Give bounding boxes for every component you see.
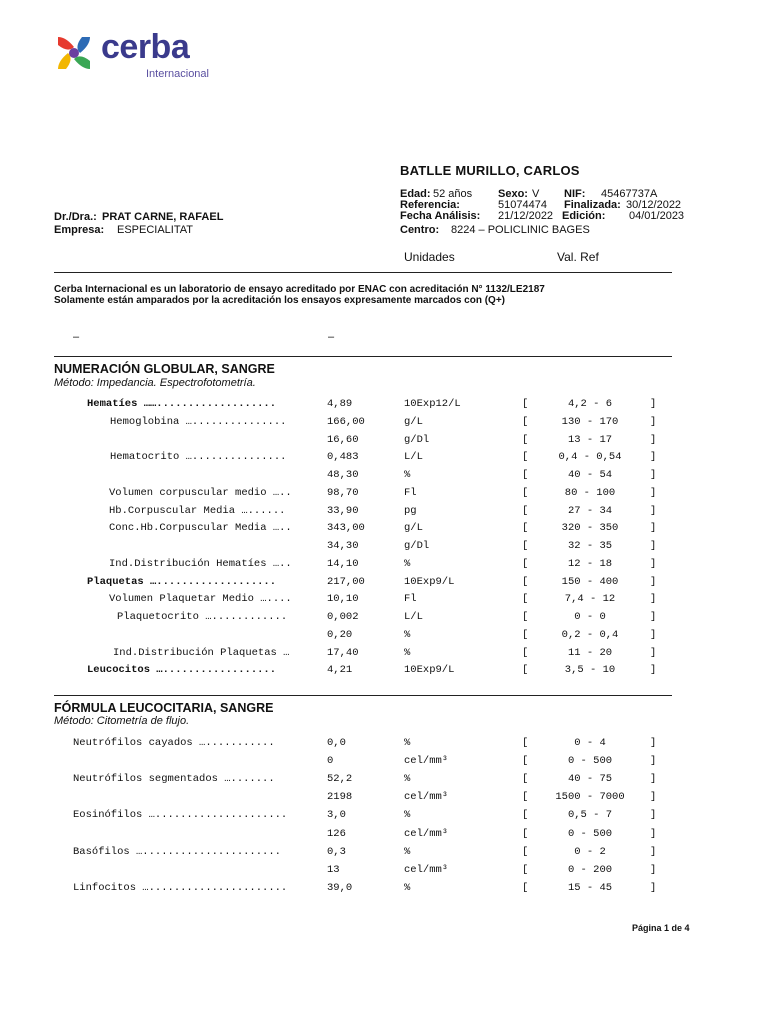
result-value: 39,0 [327, 881, 353, 894]
reference-range: 40 - 75 [567, 773, 613, 786]
result-row [0, 664, 768, 682]
result-value: 126 [327, 827, 346, 840]
ref-bracket-close: ] [650, 451, 657, 464]
reference-range: 7,4 - 12 [564, 593, 616, 606]
result-value: 166,00 [327, 415, 365, 428]
column-header-unidades: Unidades [404, 250, 455, 264]
result-value: 3,0 [327, 809, 346, 822]
ref-bracket-close: ] [650, 737, 657, 749]
ref-bracket-close: ] [650, 755, 657, 768]
reference-range: 13 - 17 [567, 433, 613, 446]
result-label: Linfocitos …...................... [73, 881, 288, 894]
ref-bracket-open: [ [522, 540, 529, 552]
result-label: Hb.Corpuscular Media …...... [109, 504, 286, 517]
ref-bracket-open: [ [522, 593, 529, 606]
result-label: Leucocitos ….................. [87, 664, 277, 677]
result-value: 14,10 [327, 557, 359, 570]
cerba-logo-wordmark: cerba [101, 28, 190, 66]
ref-bracket-open: [ [522, 755, 529, 768]
result-value: 16,60 [327, 433, 359, 446]
result-label: Ind.Distribución Hematíes ….. [109, 557, 292, 570]
section-title: NUMERACIÓN GLOBULAR, SANGRE [54, 362, 275, 376]
ref-bracket-open: [ [522, 809, 529, 822]
result-unit: cel/mm³ [404, 791, 449, 804]
result-row [0, 487, 768, 505]
result-unit: g/L [404, 415, 423, 428]
reference-range: 0 - 200 [567, 863, 613, 876]
edad-value: 52 años [433, 188, 473, 200]
centro-value: 8224 – POLICLINIC BAGES [451, 224, 590, 236]
result-value: 10,10 [327, 593, 359, 606]
result-row [0, 576, 768, 594]
reference-range: 320 - 350 [561, 522, 619, 535]
ref-bracket-close: ] [650, 593, 657, 606]
result-label: Neutrófilos cayados …........... [73, 737, 275, 749]
result-value: 217,00 [327, 575, 365, 588]
result-unit: pg [404, 504, 417, 517]
result-row [0, 809, 768, 827]
ref-bracket-open: [ [522, 863, 529, 876]
ref-bracket-close: ] [650, 611, 657, 623]
result-row [0, 540, 768, 558]
edicion-value: 04/01/2023 [629, 210, 685, 222]
result-unit: L/L [404, 611, 423, 623]
page-number: Página 1 de 4 [632, 923, 690, 933]
result-row [0, 469, 768, 487]
result-row [0, 647, 768, 665]
result-label: Ind.Distribución Plaquetas … [113, 646, 290, 659]
sexo-value: V [532, 188, 540, 200]
ref-bracket-close: ] [650, 646, 657, 659]
ref-bracket-open: [ [522, 415, 529, 428]
edicion-label: Edición: [562, 210, 606, 222]
ref-bracket-open: [ [522, 845, 529, 858]
result-unit: % [404, 628, 411, 641]
referencia-label: Referencia: [400, 199, 460, 211]
reference-range: 11 - 20 [567, 646, 613, 659]
column-header-val-ref: Val. Ref [557, 250, 599, 264]
reference-range: 15 - 45 [567, 881, 613, 894]
result-label: Volumen corpuscular medio ….. [109, 486, 292, 499]
ref-bracket-close: ] [650, 845, 657, 858]
result-unit: g/Dl [404, 540, 430, 552]
ref-bracket-open: [ [522, 646, 529, 659]
reference-range: 4,2 - 6 [567, 398, 613, 410]
ref-bracket-open: [ [522, 557, 529, 570]
ref-bracket-close: ] [650, 791, 657, 804]
result-label: Hematocrito …............... [110, 451, 287, 464]
result-value: 4,89 [327, 398, 353, 410]
result-row [0, 434, 768, 452]
result-label: Eosinófilos …..................... [73, 809, 288, 822]
accreditation-notice-line1: Cerba Internacional es un laboratorio de ensayo acreditado por ENAC con acreditación N° 1132/LE2187 [54, 284, 545, 295]
ref-bracket-close: ] [650, 863, 657, 876]
ref-bracket-close: ] [650, 664, 657, 677]
result-row [0, 773, 768, 791]
reference-range: 0 - 500 [567, 755, 613, 768]
result-row [0, 451, 768, 469]
result-value: 34,30 [327, 540, 359, 552]
result-value: 98,70 [327, 486, 359, 499]
result-label: Volumen Plaquetar Medio ….... [109, 593, 292, 606]
result-value: 17,40 [327, 646, 359, 659]
result-unit: cel/mm³ [404, 863, 449, 876]
ref-bracket-close: ] [650, 881, 657, 894]
result-value: 33,90 [327, 504, 359, 517]
reference-range: 0,2 - 0,4 [561, 628, 619, 641]
result-unit: g/L [404, 522, 423, 535]
ref-bracket-open: [ [522, 791, 529, 804]
ref-bracket-close: ] [650, 433, 657, 446]
ref-bracket-close: ] [650, 398, 657, 410]
result-label: Hemoglobina …............... [110, 415, 287, 428]
reference-range: 0 - 4 [574, 737, 606, 749]
ref-bracket-close: ] [650, 575, 657, 588]
result-label: Neutrófilos segmentados …....... [73, 773, 275, 786]
result-value: 0,483 [327, 451, 359, 464]
ref-bracket-open: [ [522, 398, 529, 410]
result-unit: % [404, 845, 411, 858]
ref-bracket-open: [ [522, 737, 529, 749]
result-value: 0,002 [327, 611, 359, 623]
ref-bracket-open: [ [522, 433, 529, 446]
reference-range: 3,5 - 10 [564, 664, 616, 677]
dash-marker: – [328, 331, 335, 343]
reference-range: 1500 - 7000 [555, 791, 625, 804]
patient-name: BATLLE MURILLO, CARLOS [400, 163, 580, 178]
result-row [0, 629, 768, 647]
referencia-value: 51074474 [498, 199, 547, 211]
result-unit: cel/mm³ [404, 755, 449, 768]
result-unit: % [404, 809, 411, 822]
empresa-value: ESPECIALITAT [117, 224, 194, 236]
result-value: 0 [327, 755, 334, 768]
ref-bracket-open: [ [522, 522, 529, 535]
reference-range: 12 - 18 [567, 557, 613, 570]
result-value: 0,0 [327, 737, 346, 749]
ref-bracket-open: [ [522, 827, 529, 840]
ref-bracket-open: [ [522, 451, 529, 464]
reference-range: 40 - 54 [567, 469, 613, 481]
ref-bracket-close: ] [650, 628, 657, 641]
result-value: 4,21 [327, 664, 353, 677]
result-unit: % [404, 881, 411, 894]
result-row [0, 737, 768, 755]
ref-bracket-open: [ [522, 773, 529, 786]
result-value: 0,20 [327, 628, 353, 641]
result-row [0, 522, 768, 540]
fecha-analisis-label: Fecha Análisis: [400, 210, 481, 222]
dash-marker: – [73, 331, 80, 343]
result-unit: % [404, 773, 411, 786]
ref-bracket-close: ] [650, 827, 657, 840]
ref-bracket-close: ] [650, 773, 657, 786]
result-row [0, 558, 768, 576]
result-value: 343,00 [327, 522, 365, 535]
result-row [0, 505, 768, 523]
result-unit: % [404, 737, 411, 749]
divider [54, 272, 672, 273]
result-value: 52,2 [327, 773, 353, 786]
divider [54, 356, 672, 357]
ref-bracket-close: ] [650, 469, 657, 481]
result-unit: 10Exp12/L [404, 398, 461, 410]
divider [54, 695, 672, 696]
reference-range: 0 - 2 [574, 845, 606, 858]
result-row [0, 593, 768, 611]
result-unit: % [404, 469, 411, 481]
ref-bracket-close: ] [650, 522, 657, 535]
ref-bracket-close: ] [650, 540, 657, 552]
cerba-logo-icon [54, 33, 94, 73]
result-label: Conc.Hb.Corpuscular Media ….. [109, 522, 292, 535]
ref-bracket-open: [ [522, 664, 529, 677]
finalizada-label: Finalizada: [564, 199, 621, 211]
finalizada-value: 30/12/2022 [626, 199, 682, 211]
centro-label: Centro: [400, 224, 440, 236]
ref-bracket-close: ] [650, 415, 657, 428]
result-label: Basófilos …...................... [73, 845, 281, 858]
reference-range: 130 - 170 [561, 415, 619, 428]
reference-range: 0 - 500 [567, 827, 613, 840]
result-row [0, 864, 768, 882]
result-row [0, 755, 768, 773]
reference-range: 32 - 35 [567, 540, 613, 552]
section-title: FÓRMULA LEUCOCITARIA, SANGRE [54, 701, 274, 715]
result-row [0, 791, 768, 809]
ref-bracket-close: ] [650, 809, 657, 822]
result-unit: 10Exp9/L [404, 664, 455, 677]
result-label: Plaquetas …................... [87, 575, 277, 588]
ref-bracket-close: ] [650, 486, 657, 499]
accreditation-notice-line2: Solamente están amparados por la acreditación los ensayos expresamente marcados con (Q+) [54, 295, 506, 306]
ref-bracket-open: [ [522, 881, 529, 894]
result-unit: L/L [404, 451, 423, 464]
result-row [0, 416, 768, 434]
ref-bracket-open: [ [522, 628, 529, 641]
result-unit: % [404, 557, 411, 570]
nif-value: 45467737A [601, 188, 658, 200]
result-row [0, 882, 768, 900]
nif-label: NIF: [564, 188, 586, 200]
edad-label: Edad: [400, 188, 431, 200]
result-value: 2198 [327, 791, 353, 804]
result-label: Plaquetocrito …............ [117, 611, 288, 623]
result-row [0, 398, 768, 416]
reference-range: 0,5 - 7 [567, 809, 613, 822]
result-row [0, 846, 768, 864]
section-method: Método: Citometría de flujo. [54, 715, 190, 727]
result-unit: g/Dl [404, 433, 430, 446]
result-unit: Fl [404, 593, 417, 606]
ref-bracket-close: ] [650, 504, 657, 517]
sexo-label: Sexo: [498, 188, 528, 200]
reference-range: 150 - 400 [561, 575, 619, 588]
result-unit: 10Exp9/L [404, 575, 455, 588]
ref-bracket-open: [ [522, 486, 529, 499]
ref-bracket-open: [ [522, 575, 529, 588]
fecha-analisis-value: 21/12/2022 [498, 210, 554, 222]
cerba-logo-subtitle: Internacional [146, 68, 209, 80]
result-row [0, 611, 768, 629]
section-method: Método: Impedancia. Espectrofotometría. [54, 377, 256, 389]
doctor-name: PRAT CARNE, RAFAEL [102, 211, 224, 223]
reference-range: 27 - 34 [567, 504, 613, 517]
reference-range: 0,4 - 0,54 [558, 451, 622, 464]
doctor-label: Dr./Dra.: [54, 211, 97, 223]
ref-bracket-open: [ [522, 504, 529, 517]
ref-bracket-open: [ [522, 469, 529, 481]
ref-bracket-close: ] [650, 557, 657, 570]
empresa-label: Empresa: [54, 224, 105, 236]
result-label: Hematíes ……................... [87, 398, 277, 410]
result-value: 13 [327, 863, 340, 876]
reference-range: 0 - 0 [574, 611, 606, 623]
result-unit: cel/mm³ [404, 827, 449, 840]
result-unit: % [404, 646, 411, 659]
result-unit: Fl [404, 486, 417, 499]
result-value: 0,3 [327, 845, 346, 858]
result-value: 48,30 [327, 469, 359, 481]
ref-bracket-open: [ [522, 611, 529, 623]
reference-range: 80 - 100 [564, 486, 616, 499]
result-row [0, 828, 768, 846]
